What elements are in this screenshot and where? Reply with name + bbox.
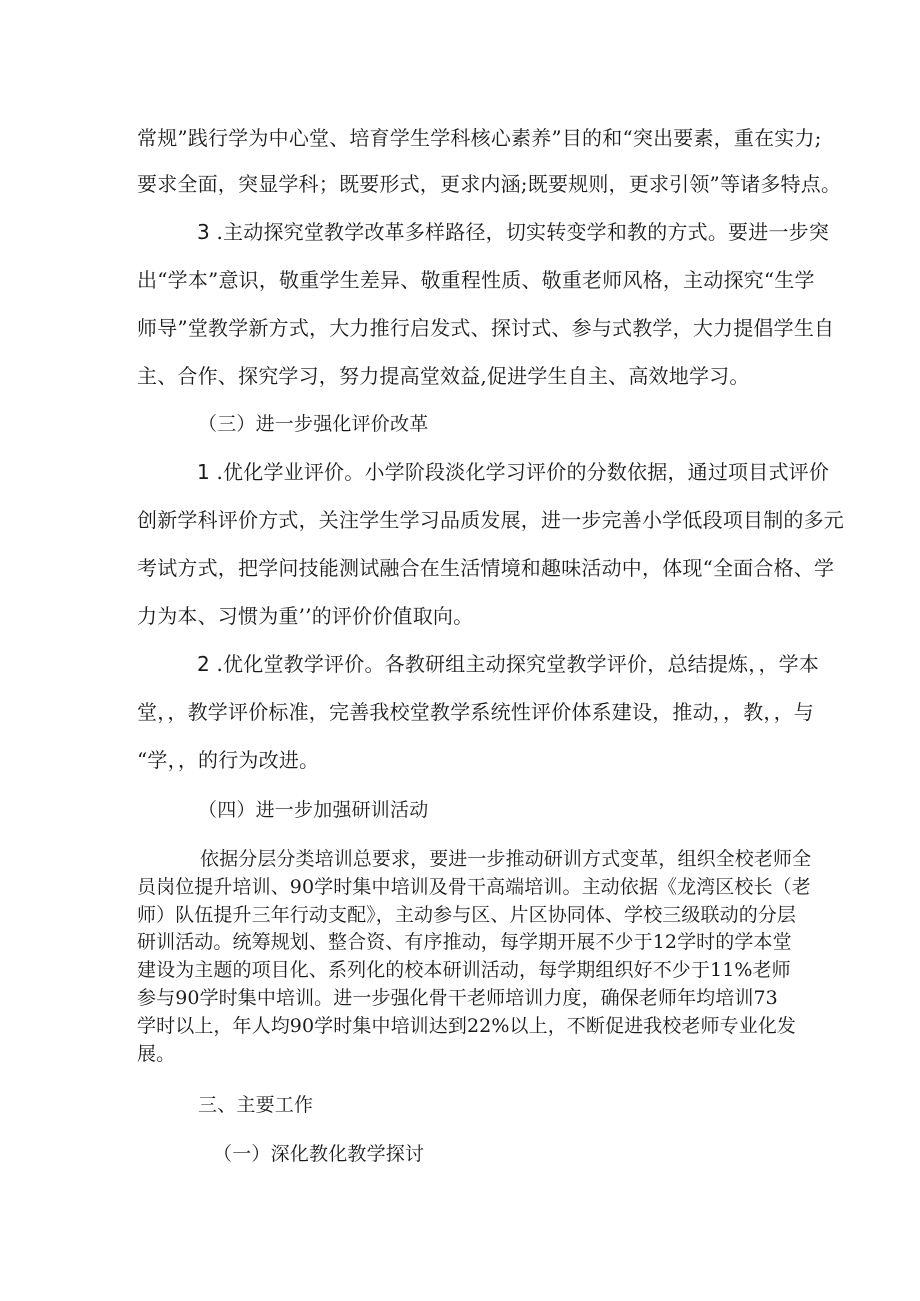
section-title: 三、主要工作 (198, 1094, 314, 1116)
paragraph-line: 力为本、习惯为重’’的评价价值取向。 (137, 604, 474, 628)
item-number: 1 (197, 460, 210, 484)
paragraph-line: 参与90学时集中培训。进一步强化骨干老师培训力度，确保老师年均培训73 (137, 987, 778, 1009)
paragraph-line: 创新学科评价方式，关注学生学习品质发展，进一步完善小学低段项目制的多元 (137, 508, 844, 532)
numbered-item-line (197, 652, 819, 676)
paragraph-line: 出“学本”意识，敬重学生差异、敬重程性质、敬重老师风格，主动探究“生学 (137, 268, 815, 292)
paragraph-line: 研训活动。统筹规划、整合资、有序推动，每学期开展不少于12学时的学本堂 (137, 931, 792, 953)
paragraph-line: 常规”践行学为中心堂、培育学生学科核心素养”目的和“突出要素，重在实力; (137, 126, 822, 150)
paragraph-line: 师导”堂教学新方式，大力推行启发式、探讨式、参与式教学，大力提倡学生自 (137, 316, 835, 340)
item-text: .优化学业评价。小学阶段淡化学习评价的分数依据，通过项目式评价 (216, 460, 830, 484)
numbered-item-line (197, 220, 829, 244)
item-number: 2 (197, 652, 210, 676)
paragraph-line: 员岗位提升培训、90学时集中培训及骨干高端培训。主动依据《龙湾区校长（老 (137, 876, 811, 898)
paragraph-line: 师）队伍提升三年行动支配》，主动参与区、片区协同体、学校三级联动的分层 (137, 904, 797, 926)
subsection-heading: （一）深化教化教学探讨 (213, 1143, 425, 1165)
paragraph-line: 要求全面，突显学科；既要形式，更求内涵;既要规则，更求引领”等诸多特点。 (137, 172, 842, 196)
paragraph-line: 学时以上，年人均90学时集中培训达到22%以上，不断促进我校老师专业化发 (137, 1015, 797, 1037)
section-heading: （四）进一步加强研训活动 (198, 799, 429, 821)
paragraph-line: “学，，的行为改进。 (137, 748, 320, 772)
item-text: .优化堂教学评价。各教研组主动探究堂教学评价，总结提炼，，学本 (216, 652, 820, 676)
paragraph-line: 依据分层分类培训总要求，要进一步推动研训方式变革，组织全校老师全 (200, 848, 812, 870)
paragraph-line: 建设为主题的项目化、系列化的校本研训活动，每学期组织好不少于11%老师 (137, 959, 791, 981)
item-text: .主动探究堂教学改革多样路径，切实转变学和教的方式。要进一步突 (216, 220, 830, 244)
paragraph-line: 展。 (137, 1043, 176, 1065)
paragraph-line: 主、合作、探究学习，努力提高堂效益,促进学生自主、高效地学习。 (137, 364, 750, 388)
section-heading: （三）进一步强化评价改革 (198, 413, 429, 435)
paragraph-line: 堂，，教学评价标准，完善我校堂教学系统性评价体系建设，推动，，教，，与 (137, 700, 814, 724)
numbered-item-line (197, 460, 829, 484)
paragraph-line: 考试方式，把学问技能测试融合在生活情境和趣味活动中，体现“全面合格、学 (137, 556, 835, 580)
item-number: 3 (197, 220, 210, 244)
